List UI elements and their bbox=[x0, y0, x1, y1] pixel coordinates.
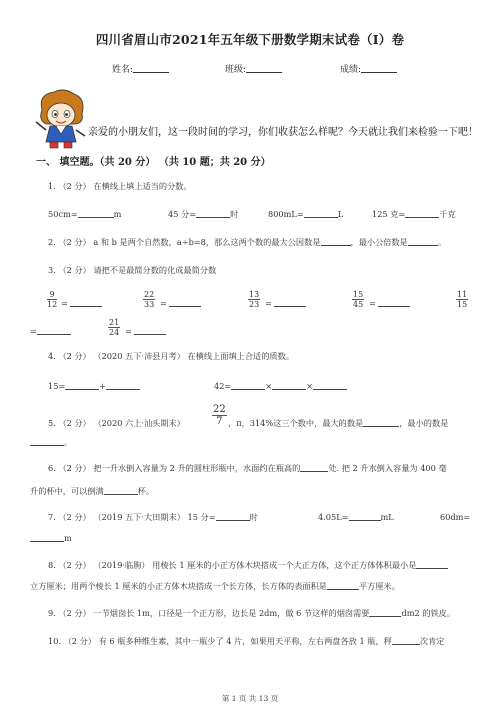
score-field bbox=[340, 62, 397, 75]
question-6-line-2: 升的杯中，可以倒满 杯。 bbox=[30, 486, 155, 496]
question-1-item-d: 125 克= 千克 bbox=[372, 209, 456, 219]
class-blank bbox=[246, 64, 282, 73]
page-footer: 第 1 页 共 13 页 bbox=[221, 694, 279, 703]
question-7-part-b: 4.05L= mL bbox=[318, 512, 394, 522]
fraction-3-answer: = bbox=[265, 298, 306, 308]
fraction-6: $\frac{21}{24}$ bbox=[109, 318, 120, 337]
question-10: 10. （2 分） 有 6 瓶多种维生素，其中一瓶少了 4 片，如果用天平称，左右两盘各放 1 瓶，秤 次肯定 bbox=[48, 636, 445, 646]
fraction-2-answer: = bbox=[160, 298, 201, 308]
question-4-part-a: 15= + bbox=[48, 381, 140, 391]
class-label: 班级: bbox=[225, 65, 247, 75]
question-8-line-2: 立方厘米；用两个棱长 1 厘米的小正方体木块搭成一个长方体，长方体的表面积是 平方厘米。 bbox=[30, 581, 400, 591]
question-7-part-c: 60dm= bbox=[440, 512, 471, 522]
score-label: 成绩: bbox=[340, 65, 362, 75]
exam-title: 四川省眉山市2021年五年级下册数学期末试卷（I）卷 bbox=[95, 32, 405, 47]
question-7-part-c-answer: m bbox=[30, 533, 72, 543]
question-2: 2. （2 分） a 和 b 是两个自然数，a÷b=8，那么这两个数的最大公因数是 ，最小公倍数是 。 bbox=[48, 237, 447, 247]
question-6-line-1: 6. （2 分） 把一升水倒入容量为 2 升的圆柱形瓶中，水面约在瓶高的 处. 把 2 升水倒入容量为 400 毫 bbox=[48, 463, 447, 473]
fraction-1: $\frac{9}{12}$ bbox=[47, 290, 58, 309]
mascot-icon bbox=[34, 88, 88, 150]
question-5-prefix: 5. （2 分） （2020 六上·汕头期末） bbox=[48, 418, 185, 428]
question-3-stem: 3. （2 分） 请把不是最简分数的化成最简分数 bbox=[48, 265, 217, 275]
fraction-5-answer: = bbox=[30, 326, 71, 336]
question-5-end: 。 bbox=[30, 437, 72, 448]
question-8-line-1: 8. （2 分） （2019·临朐） 用棱长 1 厘米的小正方体木块搭成一个大正方体，这个正方体体积最小是 bbox=[48, 560, 448, 571]
fraction-6-answer: = bbox=[125, 326, 166, 336]
question-7-part-a: 7. （2 分） （2019 五下·大田期末） 15 分= 时 bbox=[48, 512, 258, 522]
name-blank bbox=[133, 64, 169, 73]
question-5-fraction: $\frac{22}{7}$ bbox=[213, 404, 226, 427]
fraction-1-answer: = bbox=[61, 298, 102, 308]
greeting-text: 亲爱的小朋友们，这一段时间的学习，你们收获怎么样呢？今天就让我们来检验一下吧！ bbox=[88, 127, 478, 138]
fraction-5: $\frac{11}{15}$ bbox=[457, 290, 468, 309]
fraction-4: $\frac{15}{45}$ bbox=[353, 290, 364, 309]
class-field bbox=[225, 62, 282, 75]
question-1-stem: 1. （2 分） 在横线上填上适当的分数。 bbox=[48, 181, 192, 191]
question-5-stem: ，π，314%这三个数中，最大的数是 ，最小的数是 bbox=[228, 418, 449, 428]
name-field bbox=[112, 62, 169, 75]
question-1-item-a: 50cm= m bbox=[48, 209, 122, 219]
section-heading: 一、 填空题。（共 20 分） （共 10 题；共 20 分） bbox=[36, 157, 271, 168]
name-label: 姓名: bbox=[112, 65, 134, 75]
fraction-2: $\frac{22}{33}$ bbox=[144, 290, 155, 309]
question-1-item-c: 800mL= L bbox=[268, 209, 344, 219]
question-4-stem: 4. （2 分） （2020 五下·沛县月考） 在横线上面填上合适的质数。 bbox=[48, 351, 294, 361]
fraction-4-answer: = bbox=[369, 298, 410, 308]
question-1-item-b: 45 分= 时 bbox=[168, 209, 239, 219]
fraction-3: $\frac{13}{23}$ bbox=[249, 290, 260, 309]
question-4-part-b: 42= × × bbox=[214, 381, 347, 391]
score-blank bbox=[361, 64, 397, 73]
question-9: 9. （2 分） 一节烟囱长 1m，口径是一个正方形，边长是 2dm，做 6 节这样的烟囱需要 dm2 的铁皮。 bbox=[48, 608, 456, 618]
